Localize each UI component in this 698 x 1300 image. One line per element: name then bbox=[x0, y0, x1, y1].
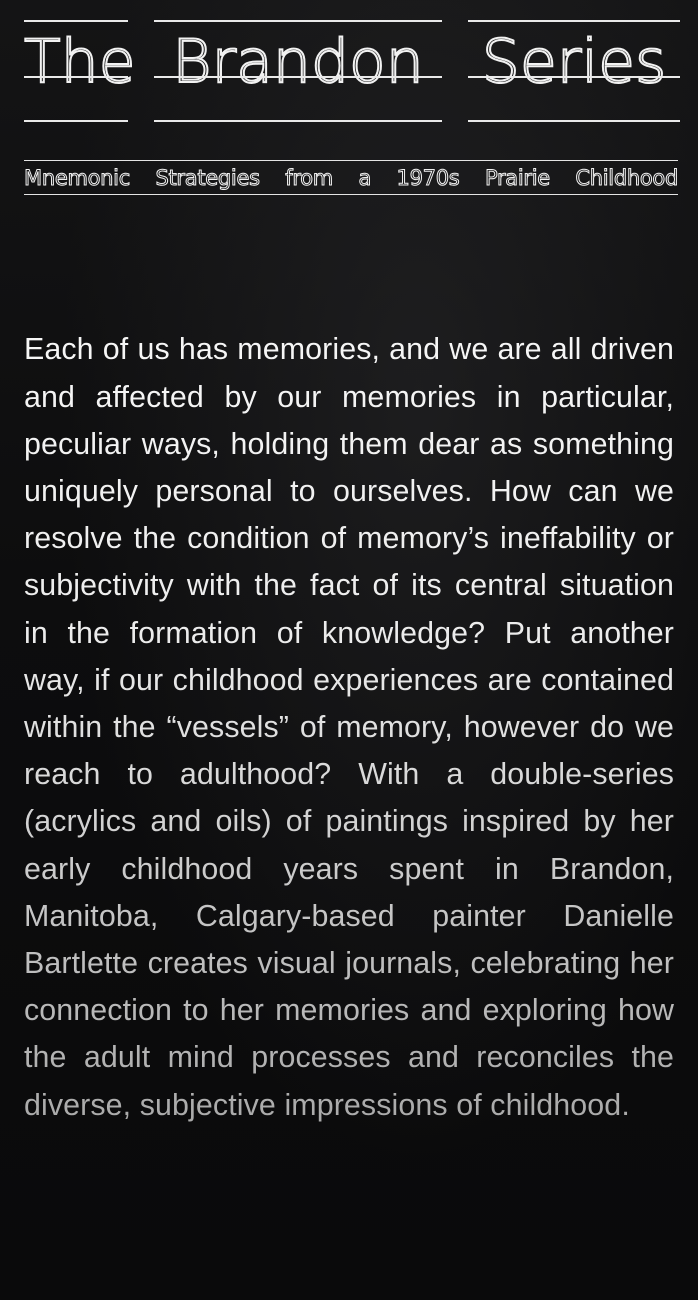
title-word-series bbox=[468, 16, 680, 134]
exhibit-subtitle bbox=[24, 156, 678, 202]
title-the-text: The bbox=[24, 27, 136, 97]
subtitle-text: Mnemonic Strategies from a 1970s Prairie Childhood bbox=[24, 166, 678, 190]
title-word-brandon bbox=[154, 16, 442, 134]
exhibit-description: Each of us has memories, and we are all driven and affected by our memories in particular, peculiar ways, holding them dear as something uniquely personal to ourselves. How can we resolve the condition of memory’s ineffability or subjectivity with the fact of its central situation in the formation of knowledge? Put another way, if our childhood experiences are contained within the “vessels” of memory, however do we reach to adulthood? With a double-series (acrylics and oils) of paintings inspired by her early childhood years spent in Brandon, Manitoba, Calgary-based painter Danielle Bartlette creates visual journals, celebrating her connection to her memories and exploring how the adult mind processes and reconciles the diverse, subjective impressions of childhood. bbox=[24, 326, 674, 1128]
title-word-the bbox=[24, 16, 136, 134]
exhibit-title bbox=[24, 16, 678, 134]
title-brandon-text: Brandon bbox=[172, 27, 424, 97]
title-series-text: Series bbox=[481, 27, 667, 97]
